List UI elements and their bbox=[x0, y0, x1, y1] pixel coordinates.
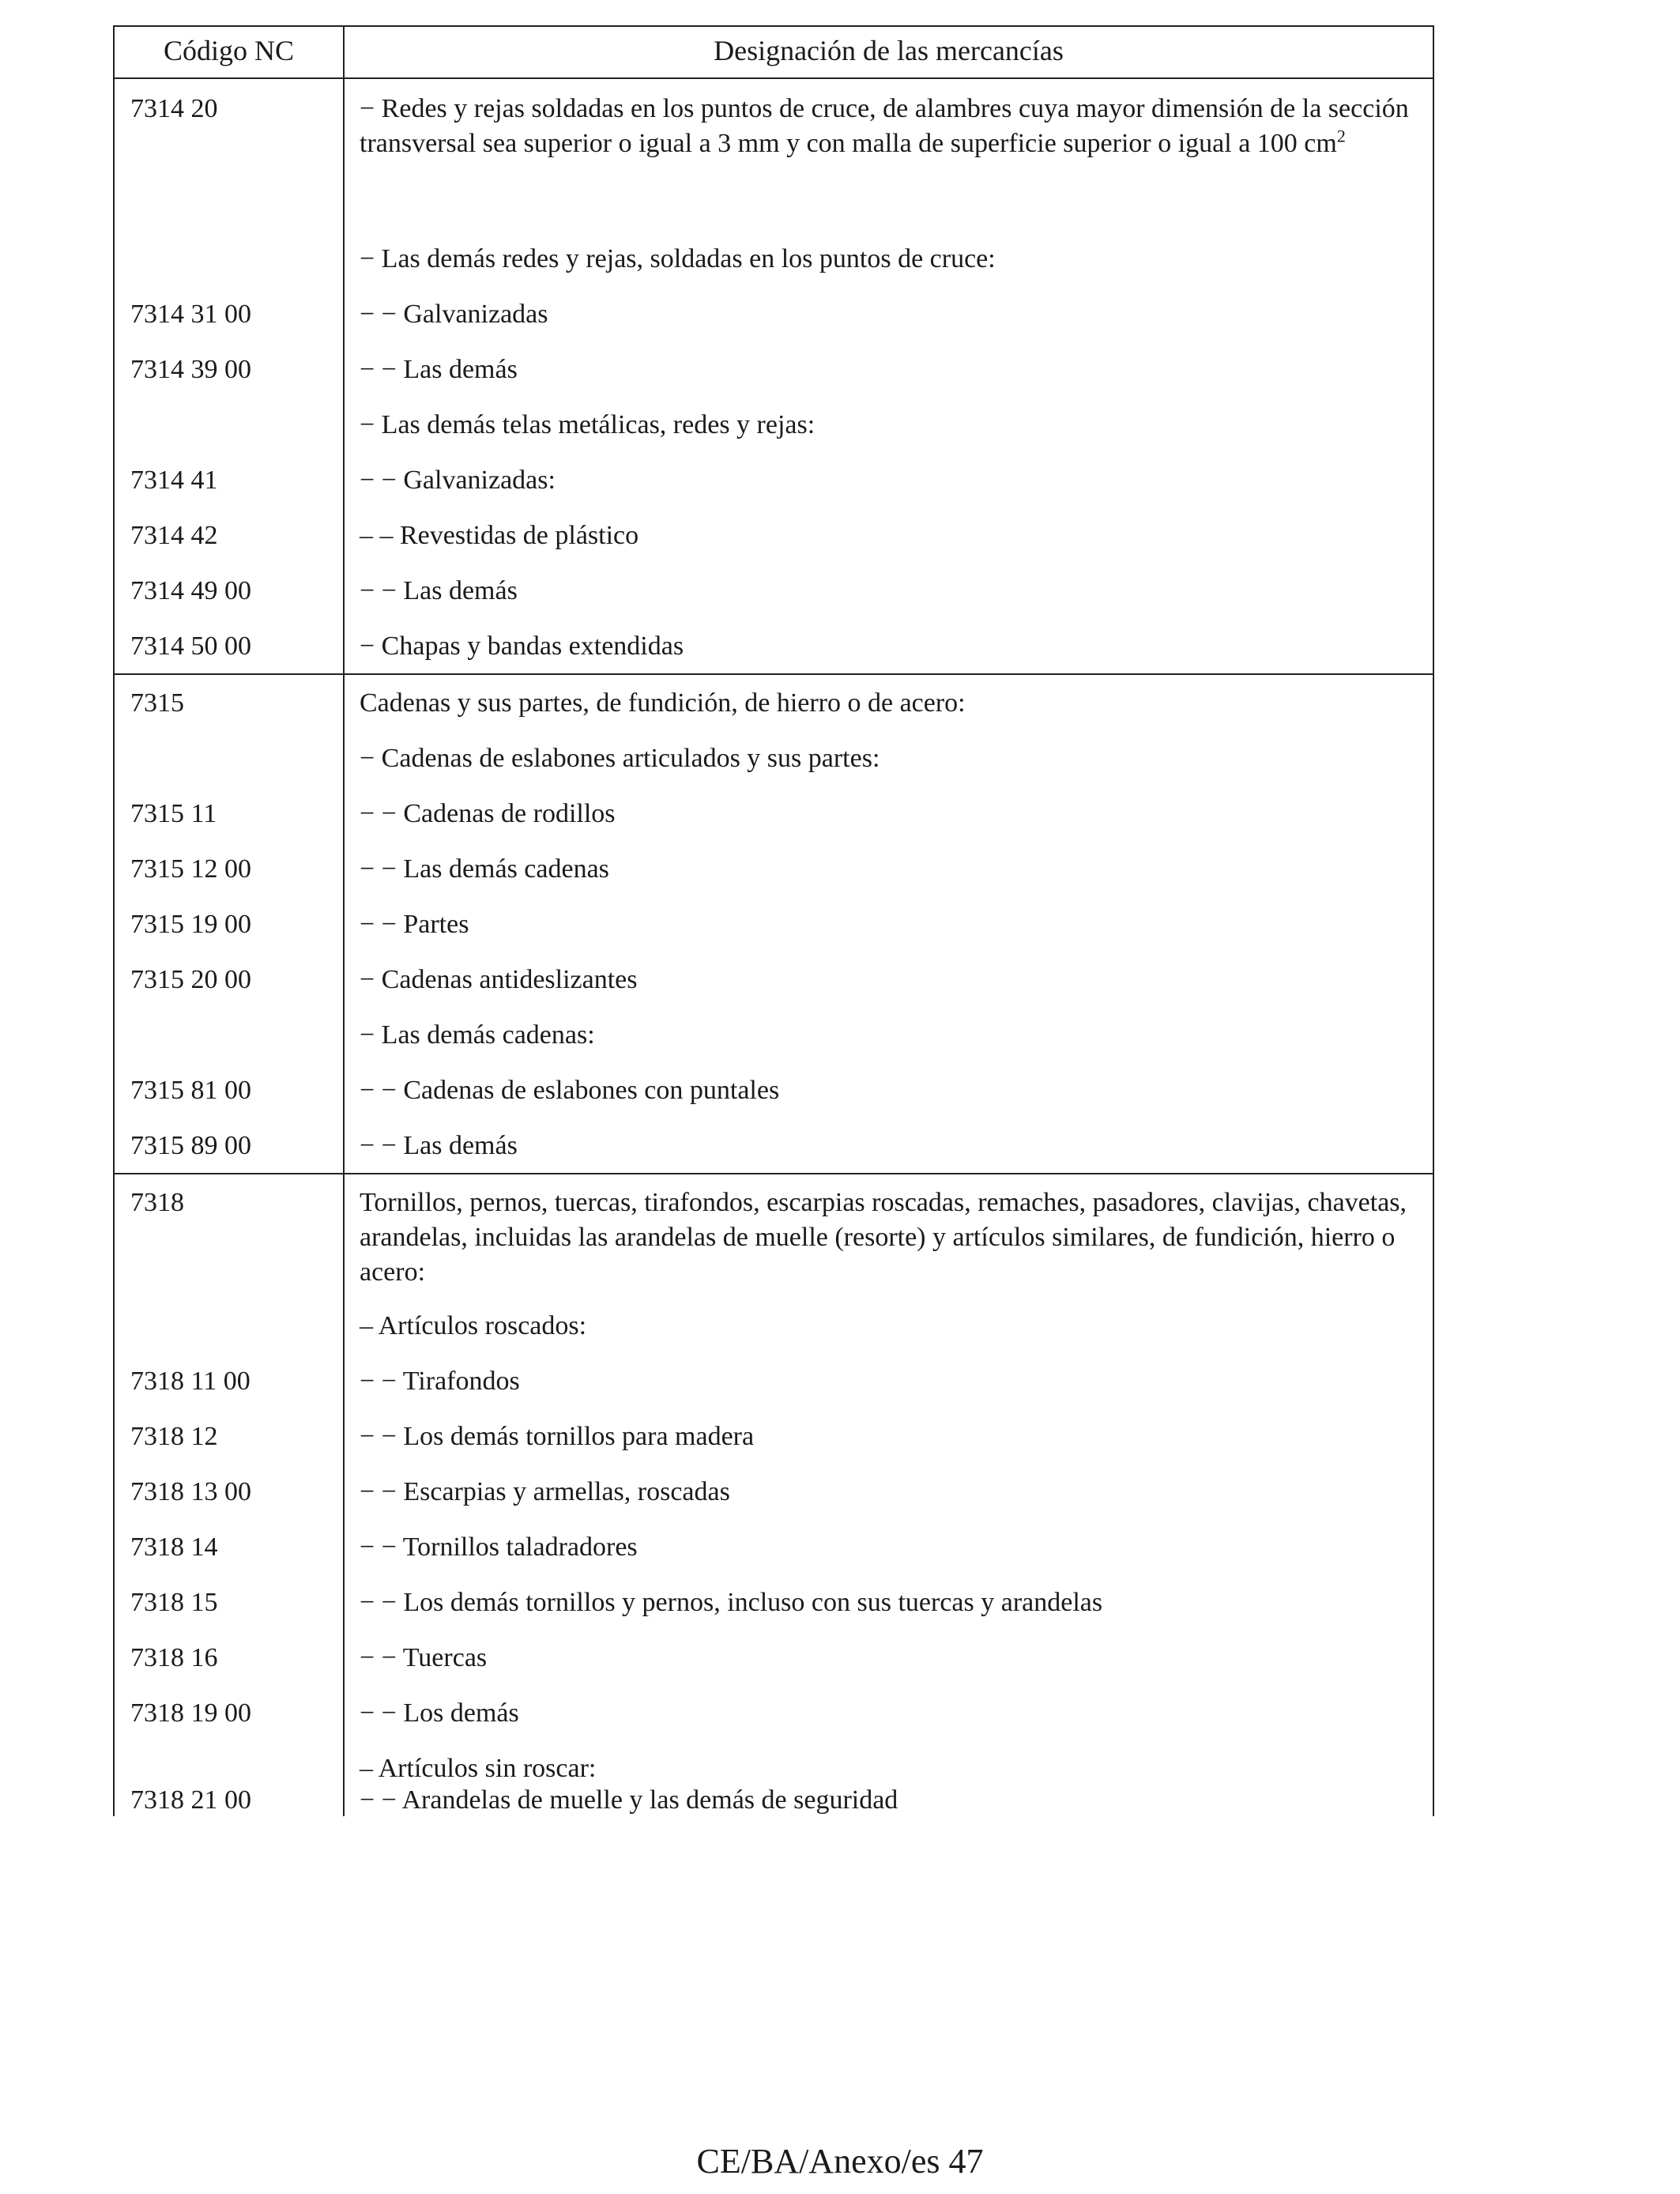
page-footer: CE/BA/Anexo/es 47 bbox=[696, 2142, 984, 2181]
goods-description: − − Galvanizadas bbox=[360, 300, 548, 329]
superscript: 2 bbox=[1336, 126, 1346, 146]
nc-code: 7318 21 00 bbox=[130, 1785, 251, 1815]
group-separator bbox=[115, 673, 1433, 675]
goods-description: Cadenas y sus partes, de fundición, de hierro o de acero: bbox=[360, 688, 966, 718]
nc-code: 7315 11 bbox=[130, 799, 217, 828]
goods-description: − − Las demás bbox=[360, 576, 518, 605]
nc-code: 7315 89 00 bbox=[130, 1131, 251, 1160]
header-description-cell: Designación de las mercancías bbox=[714, 35, 1064, 66]
goods-description: − − Tuercas bbox=[360, 1643, 488, 1672]
goods-description: − − Tornillos taladradores bbox=[360, 1532, 638, 1562]
goods-description: − − Tirafondos bbox=[360, 1367, 520, 1396]
nc-code: 7318 12 bbox=[130, 1422, 218, 1451]
nc-code: 7314 50 00 bbox=[130, 631, 251, 661]
goods-description: Tornillos, pernos, tuercas, tirafondos, escarpias roscadas, remaches, pasadores, clavijas, chavetas, arandelas, incluidas las arandelas de muelle (resorte) y artículos similares, de fundición, hierro o acero: bbox=[360, 1188, 1407, 1287]
goods-description: − Cadenas antideslizantes bbox=[360, 965, 638, 994]
nc-code: 7315 81 00 bbox=[130, 1076, 251, 1105]
nc-code: 7314 31 00 bbox=[130, 300, 251, 329]
header-code-cell: Código NC bbox=[163, 35, 295, 66]
nc-code: 7315 19 00 bbox=[130, 910, 251, 939]
nc-code: 7314 20 bbox=[130, 94, 218, 123]
goods-description: − − Los demás tornillos para madera bbox=[360, 1422, 755, 1451]
nc-code: 7315 12 00 bbox=[130, 854, 251, 884]
goods-description: − Cadenas de eslabones articulados y sus partes: bbox=[360, 744, 880, 773]
nc-code: 7314 49 00 bbox=[130, 576, 251, 605]
goods-description: − − Las demás cadenas bbox=[360, 854, 609, 884]
goods-description: – Artículos roscados: bbox=[360, 1311, 587, 1340]
goods-description: − − Arandelas de muelle y las demás de seguridad bbox=[360, 1785, 898, 1815]
nc-code: 7318 14 bbox=[130, 1532, 218, 1562]
goods-description: − − Cadenas de rodillos bbox=[360, 799, 616, 828]
header-rule bbox=[115, 77, 1433, 79]
goods-description: − − Partes bbox=[360, 910, 469, 939]
nc-code: 7318 13 00 bbox=[130, 1477, 251, 1506]
nc-code: 7315 20 00 bbox=[130, 965, 251, 994]
nc-code: 7318 16 bbox=[130, 1643, 218, 1672]
nc-code: 7318 bbox=[130, 1188, 184, 1217]
nc-code: 7314 39 00 bbox=[130, 355, 251, 384]
goods-description: − Chapas y bandas extendidas bbox=[360, 631, 684, 661]
nc-code: 7318 15 bbox=[130, 1588, 218, 1617]
goods-description: – Artículos sin roscar: bbox=[360, 1754, 597, 1783]
goods-description: − − Los demás bbox=[360, 1698, 519, 1728]
nc-code: 7314 41 bbox=[130, 466, 218, 495]
column-divider bbox=[343, 27, 345, 1816]
nc-code: 7318 11 00 bbox=[130, 1367, 250, 1396]
goods-description: − − Escarpias y armellas, roscadas bbox=[360, 1477, 730, 1506]
goods-description: − Las demás telas metálicas, redes y rejas: bbox=[360, 410, 816, 439]
goods-description: − − Las demás bbox=[360, 355, 518, 384]
goods-description: − − Cadenas de eslabones con puntales bbox=[360, 1076, 780, 1105]
nc-code: 7318 19 00 bbox=[130, 1698, 251, 1728]
goods-description: − Las demás redes y rejas, soldadas en los puntos de cruce: bbox=[360, 244, 996, 273]
goods-description: − Redes y rejas soldadas en los puntos de cruce, de alambres cuya mayor dimensión de la sección transversal sea superior o igual a 3 mm y con malla de superficie superior o igual a 100 $cm^2$ bbox=[360, 94, 1409, 158]
goods-description: – – Revestidas de plástico bbox=[360, 521, 639, 550]
nc-code: 7314 42 bbox=[130, 521, 218, 550]
tariff-table bbox=[113, 25, 1434, 1816]
goods-description: − Las demás cadenas: bbox=[360, 1020, 595, 1050]
goods-description: − − Las demás bbox=[360, 1131, 518, 1160]
group-separator bbox=[115, 1173, 1433, 1174]
goods-description: − − Galvanizadas: bbox=[360, 466, 556, 495]
nc-code: 7315 bbox=[130, 688, 184, 718]
goods-description: − − Los demás tornillos y pernos, incluso con sus tuercas y arandelas bbox=[360, 1588, 1103, 1617]
